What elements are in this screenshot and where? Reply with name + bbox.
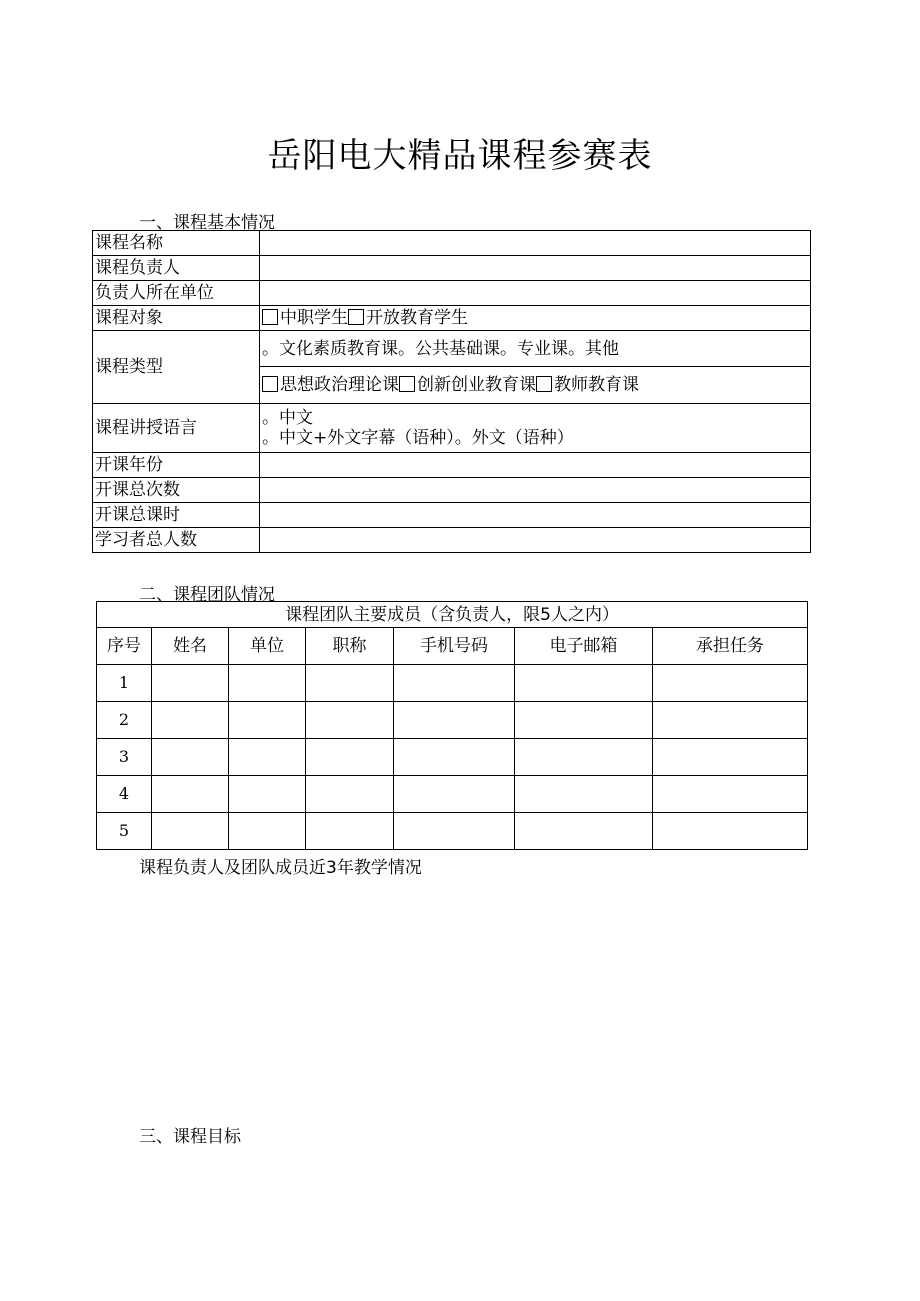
checkbox-teacher-education[interactable] bbox=[536, 376, 552, 392]
field-course-name[interactable] bbox=[260, 231, 811, 256]
cell-name[interactable] bbox=[152, 776, 229, 813]
label-total-hours: 开课总课时 bbox=[93, 503, 260, 528]
field-total-sessions[interactable] bbox=[260, 478, 811, 503]
cell-task[interactable] bbox=[653, 702, 808, 739]
option-teacher-education: 教师教育课 bbox=[554, 375, 639, 395]
table-row bbox=[97, 702, 808, 739]
label-course-name: 课程名称 bbox=[93, 231, 260, 256]
col-header-email: 电子邮箱 bbox=[515, 628, 653, 665]
cell-email[interactable] bbox=[515, 813, 653, 850]
col-header-task: 承担任务 bbox=[653, 628, 808, 665]
cell-unit[interactable] bbox=[229, 702, 306, 739]
field-course-target bbox=[260, 306, 811, 331]
cell-unit[interactable] bbox=[229, 739, 306, 776]
cell-phone[interactable] bbox=[394, 702, 515, 739]
cell-title[interactable] bbox=[306, 739, 394, 776]
table-row bbox=[97, 776, 808, 813]
label-course-target: 课程对象 bbox=[93, 306, 260, 331]
option-vocational: 中职学生 bbox=[280, 308, 348, 328]
field-total-hours[interactable] bbox=[260, 503, 811, 528]
cell-unit[interactable] bbox=[229, 665, 306, 702]
field-start-year[interactable] bbox=[260, 453, 811, 478]
field-total-learners[interactable] bbox=[260, 528, 811, 553]
cell-unit[interactable] bbox=[229, 776, 306, 813]
cell-email[interactable] bbox=[515, 702, 653, 739]
cell-phone[interactable] bbox=[394, 665, 515, 702]
col-header-name: 姓名 bbox=[152, 628, 229, 665]
cell-phone[interactable] bbox=[394, 776, 515, 813]
field-teaching-language[interactable] bbox=[260, 404, 811, 453]
page-title: 岳阳电大精品课程参赛表 bbox=[267, 136, 653, 176]
cell-task[interactable] bbox=[653, 665, 808, 702]
cell-phone[interactable] bbox=[394, 739, 515, 776]
checkbox-innovation[interactable] bbox=[399, 376, 415, 392]
section-1-heading: 一、课程基本情况 bbox=[139, 213, 275, 233]
team-table bbox=[96, 601, 808, 850]
checkbox-politics[interactable] bbox=[262, 376, 278, 392]
cell-name[interactable] bbox=[152, 739, 229, 776]
col-header-index: 序号 bbox=[97, 628, 152, 665]
col-header-unit: 单位 bbox=[229, 628, 306, 665]
field-course-type-line2 bbox=[260, 367, 811, 404]
checkbox-open-education[interactable] bbox=[348, 309, 364, 325]
cell-task[interactable] bbox=[653, 813, 808, 850]
label-leader-unit: 负责人所在单位 bbox=[93, 281, 260, 306]
cell-task[interactable] bbox=[653, 739, 808, 776]
field-course-leader[interactable] bbox=[260, 256, 811, 281]
section-2-heading: 二、课程团队情况 bbox=[139, 585, 275, 605]
team-table-title: 课程团队主要成员（含负责人，限5人之内） bbox=[97, 602, 808, 628]
language-option-line1: 。中文 bbox=[262, 408, 313, 428]
cell-name[interactable] bbox=[152, 813, 229, 850]
cell-email[interactable] bbox=[515, 776, 653, 813]
cell-name[interactable] bbox=[152, 702, 229, 739]
basic-info-table bbox=[92, 230, 811, 553]
cell-name[interactable] bbox=[152, 665, 229, 702]
cell-email[interactable] bbox=[515, 739, 653, 776]
label-course-type: 课程类型 bbox=[93, 331, 260, 404]
row-index: 2 bbox=[97, 702, 152, 739]
section-3-heading: 三、课程目标 bbox=[139, 1127, 241, 1147]
checkbox-vocational[interactable] bbox=[262, 309, 278, 325]
team-teaching-note: 课程负责人及团队成员近3年教学情况 bbox=[139, 858, 422, 878]
label-total-sessions: 开课总次数 bbox=[93, 478, 260, 503]
cell-title[interactable] bbox=[306, 702, 394, 739]
table-row bbox=[97, 813, 808, 850]
col-header-title: 职称 bbox=[306, 628, 394, 665]
label-start-year: 开课年份 bbox=[93, 453, 260, 478]
label-course-leader: 课程负责人 bbox=[93, 256, 260, 281]
cell-title[interactable] bbox=[306, 665, 394, 702]
cell-email[interactable] bbox=[515, 665, 653, 702]
table-row bbox=[97, 739, 808, 776]
cell-task[interactable] bbox=[653, 776, 808, 813]
label-total-learners: 学习者总人数 bbox=[93, 528, 260, 553]
row-index: 4 bbox=[97, 776, 152, 813]
option-politics: 思想政治理论课 bbox=[280, 375, 399, 395]
cell-title[interactable] bbox=[306, 776, 394, 813]
cell-phone[interactable] bbox=[394, 813, 515, 850]
table-row bbox=[97, 665, 808, 702]
option-innovation: 创新创业教育课 bbox=[417, 375, 536, 395]
label-teaching-language: 课程讲授语言 bbox=[93, 404, 260, 453]
row-index: 1 bbox=[97, 665, 152, 702]
row-index: 5 bbox=[97, 813, 152, 850]
field-leader-unit[interactable] bbox=[260, 281, 811, 306]
col-header-phone: 手机号码 bbox=[394, 628, 515, 665]
cell-unit[interactable] bbox=[229, 813, 306, 850]
row-index: 3 bbox=[97, 739, 152, 776]
language-option-line2: 。中文+外文字幕（语种）。外文（语种） bbox=[262, 428, 574, 448]
field-course-type-line1[interactable]: 。文化素质教育课。公共基础课。专业课。其他 bbox=[260, 331, 811, 367]
cell-title[interactable] bbox=[306, 813, 394, 850]
option-open-education: 开放教育学生 bbox=[366, 308, 468, 328]
